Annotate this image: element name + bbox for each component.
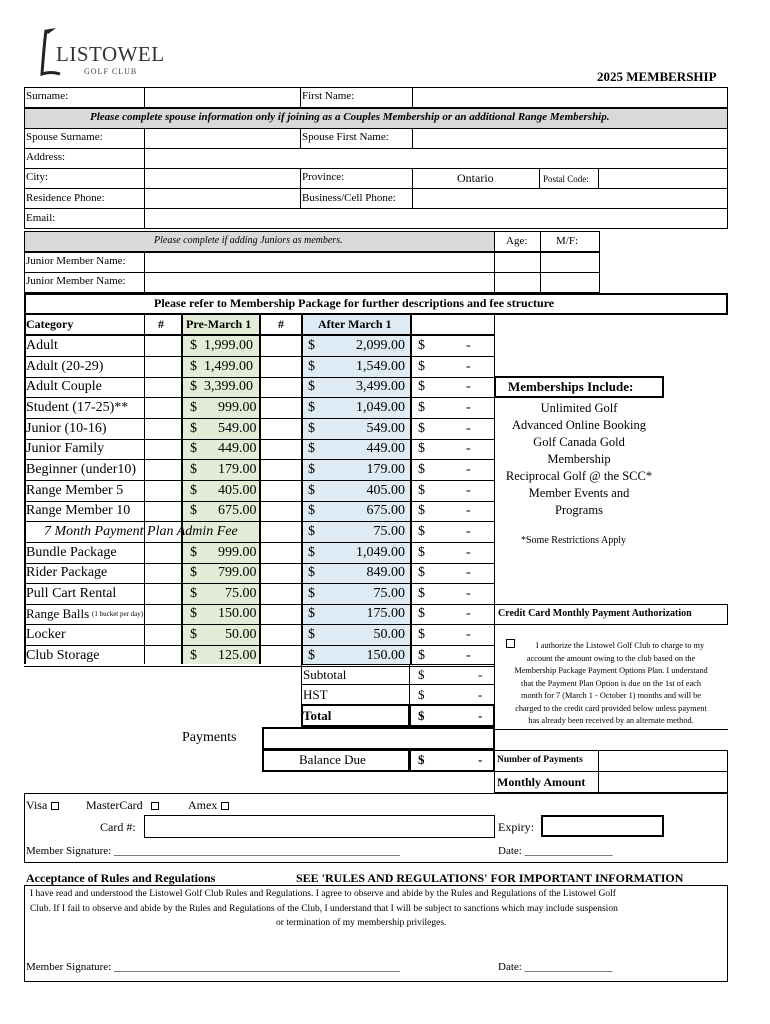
cc-auth-line: I authorize the Listowel Golf Club to charge to my — [535, 641, 705, 650]
includes-item: Member Events and — [528, 486, 630, 500]
fee-qty-after-input[interactable] — [260, 377, 301, 397]
fee-qty-pre-input[interactable] — [145, 336, 181, 356]
fee-category: Rider Package — [26, 565, 108, 580]
fee-category: Pull Cart Rental — [26, 586, 117, 601]
visa-option[interactable] — [26, 799, 59, 811]
fee-pre-price: $ 999.00 — [190, 400, 257, 415]
card-number-input[interactable] — [144, 815, 495, 838]
first-name-label: First Name: — [302, 90, 355, 102]
subtotal-label: Subtotal — [303, 667, 347, 682]
fee-after-sym: $ — [308, 483, 315, 498]
fee-total-sym: $ — [418, 400, 425, 415]
fee-total-sym: $ — [418, 606, 425, 621]
fee-qty-after-input[interactable] — [260, 501, 301, 521]
fee-category: Adult (20-29) — [26, 359, 104, 374]
spouse-first-name-label: Spouse First Name: — [302, 131, 389, 143]
balance-dash: - — [478, 752, 483, 767]
logo-name: LISTOWEL — [56, 42, 165, 66]
rules-see: SEE 'RULES AND REGULATIONS' FOR IMPORTANT INFORMATION — [296, 871, 684, 885]
fee-after-sym: $ — [308, 565, 315, 580]
fee-qty-pre-input[interactable] — [145, 419, 181, 439]
cc-auth-line: Membership Package Payment Options Plan. I understand — [514, 666, 708, 675]
fee-pre-price: $ 549.00 — [190, 421, 257, 436]
email-input[interactable] — [144, 208, 728, 229]
fee-pre-price: $ 150.00 — [190, 606, 257, 621]
total-sym: $ — [418, 708, 425, 723]
fee-qty-after-input[interactable] — [260, 584, 301, 604]
fee-after-price: 179.00 — [366, 462, 405, 477]
fee-after-price: 1,049.00 — [356, 545, 405, 560]
mf-label: M/F: — [556, 235, 579, 247]
fee-qty-after-input[interactable] — [260, 625, 301, 645]
fee-qty-pre-input[interactable] — [145, 398, 181, 418]
fee-total-value: - — [466, 503, 471, 518]
balance-sym: $ — [418, 752, 425, 767]
fee-qty-after-input[interactable] — [260, 460, 301, 480]
fee-pre-price: $ 405.00 — [190, 483, 257, 498]
fee-total-sym: $ — [418, 483, 425, 498]
fee-pre-price: $ 125.00 — [190, 648, 257, 663]
rules-line-1: I have read and understood the Listowel Golf Club Rules and Regulations. I agree to observe and abide by the Rules and Regulations of the Listowel Golf — [30, 889, 616, 899]
subtotal-dash: - — [478, 667, 483, 682]
balance-due-label: Balance Due — [299, 752, 366, 767]
fee-total-value: - — [466, 586, 471, 601]
fee-total-value: - — [466, 606, 471, 621]
includes-item: Programs — [555, 503, 603, 517]
rules-line-3: or termination of my membership privileges. — [276, 918, 447, 928]
fee-total-sym: $ — [418, 524, 425, 539]
fee-total-value: - — [466, 483, 471, 498]
rules-line-2: Club. If I fail to observe and abide by the Rules and Regulations of the Club, I understand that I will be subject to sanctions which may include suspension — [30, 904, 618, 914]
cc-auth-line: account the amount owing to the club based on the — [526, 653, 696, 663]
fee-pre-price: $ 675.00 — [190, 503, 257, 518]
residence-phone-label: Residence Phone: — [26, 192, 105, 204]
fee-after-price: 2,099.00 — [356, 338, 405, 353]
fee-qty-after-input[interactable] — [260, 481, 301, 501]
fee-category: Locker — [26, 627, 66, 642]
fee-qty-pre-input[interactable] — [145, 377, 181, 397]
includes-title: Memberships Include: — [508, 379, 634, 394]
postal-code-input[interactable] — [598, 168, 728, 189]
fee-total-sym: $ — [418, 627, 425, 642]
includes-item: Advanced Online Booking — [511, 418, 646, 432]
fee-total-sym: $ — [418, 545, 425, 560]
cc-auth-line: has already been received by an alternate method. — [528, 716, 694, 725]
junior-age-2-input[interactable] — [494, 272, 541, 293]
monthly-amount-input[interactable] — [598, 771, 728, 793]
fee-total-sym: $ — [418, 648, 425, 663]
fee-after-price: 849.00 — [366, 565, 405, 580]
fee-pre-price: $ 50.00 — [190, 627, 257, 642]
cc-auth-line: that the Payment Plan Option is due on the 1st of each — [521, 678, 701, 688]
amex-label: Amex — [188, 798, 218, 812]
fee-after-sym: $ — [308, 421, 315, 436]
fee-qty-after-input[interactable] — [260, 419, 301, 439]
col-pre-header: Pre-March 1 — [186, 317, 252, 331]
visa-label: Visa — [26, 798, 48, 812]
fee-category: Range Balls — [26, 606, 90, 621]
subtotal-sym: $ — [418, 667, 425, 682]
fee-total-sym: $ — [418, 379, 425, 394]
fee-qty-pre-input[interactable] — [145, 357, 181, 377]
fee-after-price: 405.00 — [366, 483, 405, 498]
fee-after-sym: $ — [308, 462, 315, 477]
fee-qty-after-input[interactable] — [260, 357, 301, 377]
fee-total-sym: $ — [418, 462, 425, 477]
col-hash1-header: # — [158, 317, 164, 331]
fee-pre-price: $ 1,999.00 — [190, 338, 253, 353]
fee-total-sym: $ — [418, 565, 425, 580]
fee-total-value: - — [466, 462, 471, 477]
fee-qty-after-input[interactable] — [260, 543, 301, 563]
col-category-header: Category — [26, 317, 74, 331]
fee-after-sym: $ — [308, 441, 315, 456]
cc-auth-text — [494, 640, 728, 728]
fee-after-price: 675.00 — [366, 503, 405, 518]
fee-total-value: - — [466, 441, 471, 456]
fee-category: Beginner (under10) — [26, 462, 137, 477]
fee-total-value: - — [466, 627, 471, 642]
fee-after-sym: $ — [308, 503, 315, 518]
fee-qty-pre-input[interactable] — [145, 646, 181, 666]
fee-pre-price: $ 449.00 — [190, 441, 257, 456]
fee-after-sym: $ — [308, 648, 315, 663]
fee-after-sym: $ — [308, 627, 315, 642]
fee-pre-price: $ 179.00 — [190, 462, 257, 477]
monthly-amount-label: Monthly Amount — [497, 775, 586, 789]
fee-total-value: - — [466, 545, 471, 560]
fee-category: Range Member 5 — [26, 483, 124, 498]
fee-after-price: 75.00 — [373, 586, 405, 601]
fee-after-sym: $ — [308, 545, 315, 560]
spouse-first-name-input[interactable] — [412, 128, 728, 149]
fee-total-value: - — [466, 400, 471, 415]
cc-auth-line: month for 7 (March 1 - October 1) months and will be — [521, 691, 701, 700]
fee-qty-pre-input[interactable] — [145, 439, 181, 459]
fee-pre-price: $ 3,399.00 — [190, 379, 253, 394]
surname-label: Surname: — [26, 90, 69, 102]
col-after-header: After March 1 — [318, 317, 392, 331]
mastercard-label: MasterCard — [86, 798, 143, 812]
fee-total-value: - — [466, 421, 471, 436]
fee-total-sym: $ — [418, 503, 425, 518]
city-input[interactable] — [144, 168, 301, 189]
fee-qty-pre-input[interactable] — [145, 501, 181, 521]
fee-total-value: - — [466, 524, 471, 539]
card-number-label: Card #: — [100, 820, 136, 834]
num-payments-label: Number of Payments — [497, 755, 583, 765]
includes-note: *Some Restrictions Apply — [521, 535, 626, 546]
fee-qty-after-input[interactable] — [260, 336, 301, 356]
includes-item: Unlimited Golf — [540, 401, 618, 415]
expiry-label: Expiry: — [498, 820, 534, 834]
club-logo — [34, 26, 165, 78]
fee-qty-pre-input[interactable] — [145, 584, 181, 604]
address-label: Address: — [26, 151, 66, 163]
amex-checkbox[interactable] — [221, 802, 229, 810]
rules-heading: Acceptance of Rules and Regulations — [26, 871, 216, 885]
surname-input[interactable] — [144, 87, 301, 108]
fee-total-value: - — [466, 338, 471, 353]
fee-banner-text: Please refer to Membership Package for further descriptions and fee structure — [154, 296, 555, 310]
fee-category: 7 Month Payment Plan Admin Fee — [44, 524, 238, 539]
payments-input[interactable] — [262, 727, 495, 750]
junior-name-2-input[interactable] — [144, 272, 495, 293]
junior-age-1-input[interactable] — [494, 252, 541, 273]
junior-mf-2-input[interactable] — [540, 272, 600, 293]
logo-subtitle: GOLF CLUB — [84, 67, 138, 76]
date-2[interactable]: Date: ________________ — [498, 961, 613, 973]
fee-qty-after-input[interactable] — [260, 398, 301, 418]
num-payments-input[interactable] — [598, 750, 728, 772]
fee-after-sym: $ — [308, 338, 315, 353]
fee-after-price: 3,499.00 — [356, 379, 405, 394]
member-signature-1[interactable]: Member Signature: ____________________________________________________ — [26, 845, 400, 857]
fee-category: Range Member 10 — [26, 503, 131, 518]
fee-total-value: - — [466, 648, 471, 663]
fee-after-sym: $ — [308, 606, 315, 621]
residence-phone-input[interactable] — [144, 188, 301, 209]
includes-list — [494, 400, 664, 519]
fee-total-sym: $ — [418, 338, 425, 353]
includes-item: Golf Canada Gold — [533, 435, 625, 449]
fee-after-sym: $ — [308, 400, 315, 415]
fee-after-sym: $ — [308, 586, 315, 601]
fee-qty-pre-input[interactable] — [145, 563, 181, 583]
fee-qty-pre-input[interactable] — [145, 604, 181, 624]
junior-mf-1-input[interactable] — [540, 252, 600, 273]
fee-qty-after-input[interactable] — [260, 522, 301, 542]
fee-category-note: (1 bucket per day) — [92, 610, 144, 618]
amex-option[interactable] — [188, 799, 229, 811]
fee-total-sym: $ — [418, 359, 425, 374]
spouse-surname-label: Spouse Surname: — [26, 131, 103, 143]
city-label: City: — [26, 171, 49, 183]
fee-after-price: 449.00 — [366, 441, 405, 456]
col-hash2-header: # — [278, 317, 284, 331]
form-title: 2025 MEMBERSHIP — [597, 69, 717, 84]
cc-auth-title: Credit Card Monthly Payment Authorization — [498, 608, 692, 619]
address-input[interactable] — [144, 148, 728, 169]
fee-qty-after-input[interactable] — [260, 563, 301, 583]
fee-qty-pre-input[interactable] — [145, 543, 181, 563]
fee-qty-pre-input[interactable] — [145, 625, 181, 645]
fee-category: Bundle Package — [26, 545, 117, 560]
fee-category: Club Storage — [26, 648, 100, 663]
member-signature-2[interactable]: Member Signature: ____________________________________________________ — [26, 961, 400, 973]
total-dash: - — [478, 708, 483, 723]
province-label: Province: — [302, 171, 345, 183]
fee-total-value: - — [466, 565, 471, 580]
fee-after-price: 50.00 — [373, 627, 405, 642]
fee-total-sym: $ — [418, 421, 425, 436]
fee-after-sym: $ — [308, 379, 315, 394]
visa-checkbox[interactable] — [51, 802, 59, 810]
fee-total-value: - — [466, 359, 471, 374]
spouse-surname-input[interactable] — [144, 128, 301, 149]
fee-category: Student (17-25)** — [26, 400, 129, 415]
total-label: Total — [303, 708, 332, 723]
fee-category: Adult — [26, 338, 58, 353]
fee-pre-price: $ 799.00 — [190, 565, 257, 580]
fee-category: Junior (10-16) — [26, 421, 107, 436]
business-phone-label: Business/Cell Phone: — [302, 192, 396, 204]
fee-after-price: 75.00 — [373, 524, 405, 539]
fee-qty-after-input[interactable] — [260, 439, 301, 459]
fee-after-price: 549.00 — [366, 421, 405, 436]
junior-note: Please complete if adding Juniors as members. — [154, 235, 343, 246]
age-label: Age: — [506, 235, 528, 247]
hst-sym: $ — [418, 687, 425, 702]
province-value: Ontario — [457, 171, 494, 185]
junior-name-2-label: Junior Member Name: — [26, 275, 126, 287]
fee-total-value: - — [466, 379, 471, 394]
fee-total-sym: $ — [418, 441, 425, 456]
fee-qty-after-input[interactable] — [260, 646, 301, 666]
fee-category: Adult Couple — [26, 379, 102, 394]
fee-pre-price: $ 75.00 — [190, 586, 257, 601]
fee-pre-price: $ 999.00 — [190, 545, 257, 560]
hst-dash: - — [478, 687, 483, 702]
expiry-input[interactable] — [541, 815, 664, 837]
fee-after-price: 175.00 — [366, 606, 405, 621]
fee-total-sym: $ — [418, 586, 425, 601]
fee-qty-after-input[interactable] — [260, 604, 301, 624]
junior-name-1-label: Junior Member Name: — [26, 255, 126, 267]
fee-qty-pre-input[interactable] — [145, 522, 181, 542]
includes-item: Membership — [547, 452, 611, 466]
fee-qty-pre-input[interactable] — [145, 481, 181, 501]
email-label: Email: — [26, 212, 56, 224]
postal-code-label: Postal Code: — [543, 174, 589, 184]
fee-category: Junior Family — [26, 441, 105, 456]
fee-after-price: 150.00 — [366, 648, 405, 663]
fee-after-sym: $ — [308, 524, 315, 539]
business-phone-input[interactable] — [412, 188, 728, 209]
date-1[interactable]: Date: ________________ — [498, 845, 613, 857]
fee-after-price: 1,049.00 — [356, 400, 405, 415]
mastercard-checkbox[interactable] — [151, 802, 159, 810]
cc-auth-line: charged to the credit card provided below unless payment — [515, 703, 707, 713]
includes-item: Reciprocal Golf @ the SCC* — [505, 469, 653, 483]
spouse-note: Please complete spouse information only if joining as a Couples Membership or an additional Range Membership. — [90, 111, 610, 123]
fee-qty-pre-input[interactable] — [145, 460, 181, 480]
payments-label: Payments — [182, 730, 237, 745]
first-name-input[interactable] — [412, 87, 728, 108]
junior-name-1-input[interactable] — [144, 252, 495, 273]
fee-after-price: 1,549.00 — [356, 359, 405, 374]
fee-after-sym: $ — [308, 359, 315, 374]
hst-label: HST — [303, 687, 328, 702]
fee-pre-price: $ 1,499.00 — [190, 359, 253, 374]
mastercard-option[interactable] — [86, 799, 159, 811]
